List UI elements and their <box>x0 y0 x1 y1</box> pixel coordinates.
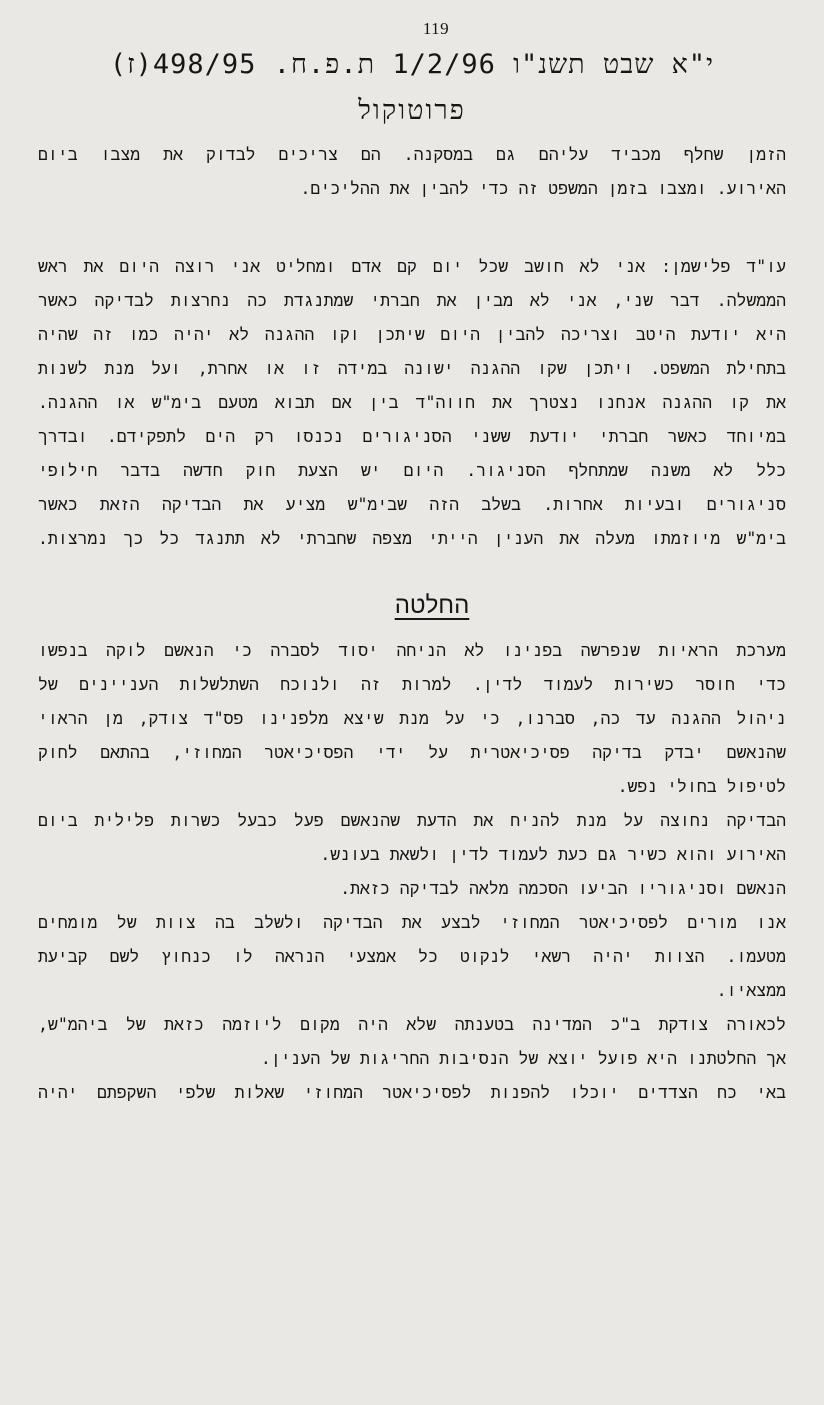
page-number: 119 <box>422 19 450 38</box>
text-line: ניהול ההגנה עד כה, סברנו, כי על מנת שיצא מלפנינו פס"ד צודק, מן הראוי <box>38 709 786 728</box>
document-title: פרוטוקול <box>358 95 466 126</box>
text-line: האירוע והוא כשיר גם כעת לעמוד לדין ולשאת בעונש. <box>320 845 786 864</box>
paragraph <box>38 804 786 872</box>
text-line: היא יודעת היטב וצריכה להבין היום שיתכן וקו ההגנה לא יהיה כמו זה שהיה <box>38 325 786 344</box>
text-line: הזמן שחלף מכביד עליהם גם במסקנה. הם צריכים לבדוק את מצבו ביום <box>38 145 786 164</box>
text-line: הנאשם וסניגוריו הביעו הסכמה מלאה לבדיקה כזאת. <box>340 879 786 898</box>
paragraph <box>38 250 786 556</box>
paragraph <box>38 906 786 1008</box>
text-line: במיוחד כאשר חברתי יודעת ששני הסניגורים נכנסו רק הים לתפקידם. ובדרך <box>38 427 786 446</box>
text-line: כדי חוסר כשירות לעמוד לדין. למרות זה ולנוכח השתלשלות העניינים של <box>38 675 786 694</box>
decision-heading: החלטה <box>394 592 470 619</box>
text-line: אך החלטתנו היא פועל יוצא של הנסיבות החריגות של הענין. <box>260 1049 786 1068</box>
text-line: שהנאשם יבדק בדיקה פסיכיאטרית על ידי הפסיכיאטר המחוזי, בהתאם לחוק <box>38 743 786 762</box>
text-line: בימ"ש מיוזמתו מעלה את הענין הייתי מצפה שחברתי לא תתנגד כל כך נמרצות. <box>38 529 786 548</box>
paragraph <box>38 872 786 906</box>
text-line: אנו מורים לפסיכיאטר המחוזי לבצע את הבדיקה ולשלב בה צוות של מומחים <box>38 913 786 932</box>
header-line: י"א שבט תשנ"ו 1/2/96 ת.פ.ח. 498/95(ז) <box>109 49 715 80</box>
paragraph <box>38 1076 786 1110</box>
paragraph <box>38 1008 786 1076</box>
text-line: כלל לא משנה שמתחלף הסניגור. היום יש הצעת חוק חדשה בדבר חילופי <box>38 461 786 480</box>
text-line: לכאורה צודקת ב"כ המדינה בטענתה שלא היה מקום ליוזמה כזאת של ביהמ"ש, <box>38 1015 786 1034</box>
text-line: הממשלה. דבר שני, אני לא מבין את חברתי שמתנגדת כה נחרצות לבדיקה כאשר <box>38 291 786 310</box>
paragraph <box>38 138 786 206</box>
text-line: האירוע. ומצבו בזמן המשפט זה כדי להבין את ההליכים. <box>300 179 786 198</box>
text-line: בתחילת המשפט. ויתכן שקו ההגנה ישונה במידה זו או אחרת, ועל מנת לשנות <box>38 359 786 378</box>
text-line: סניגורים ובעיות אחרות. בשלב הזה שבימ"ש מציע את הבדיקה הזאת כאשר <box>38 495 786 514</box>
spacer <box>38 206 786 246</box>
text-line: מטעמו. הצוות יהיה רשאי לנקוט כל אמצעי הנראה לו כנחוץ לשם קביעת <box>38 947 786 966</box>
text-line: את קו ההגנה אנחנו נצטרך את חווה"ד בין אם תבוא מטעם בימ"ש או ההגנה. <box>38 393 786 412</box>
text-line: לטיפול בחולי נפש. <box>617 777 786 796</box>
text-line: עו"ד פלישמן: אני לא חושב שכל יום קם אדם ומחליט אני רוצה היום את ראש <box>38 257 786 276</box>
paragraph <box>38 634 786 804</box>
text-line: הבדיקה נחוצה על מנת להניח את הדעת שהנאשם פעל כבעל כשרות פלילית ביום <box>38 811 786 830</box>
text-line: באי כח הצדדים יוכלו להפנות לפסיכיאטר המחוזי שאלות שלפי השקפתם יהיה <box>38 1083 786 1102</box>
text-line: ממצאיו. <box>716 981 786 1000</box>
text-line: מערכת הראיות שנפרשה בפנינו לא הניחה יסוד לסברה כי הנאשם לוקה בנפשו <box>38 641 786 660</box>
